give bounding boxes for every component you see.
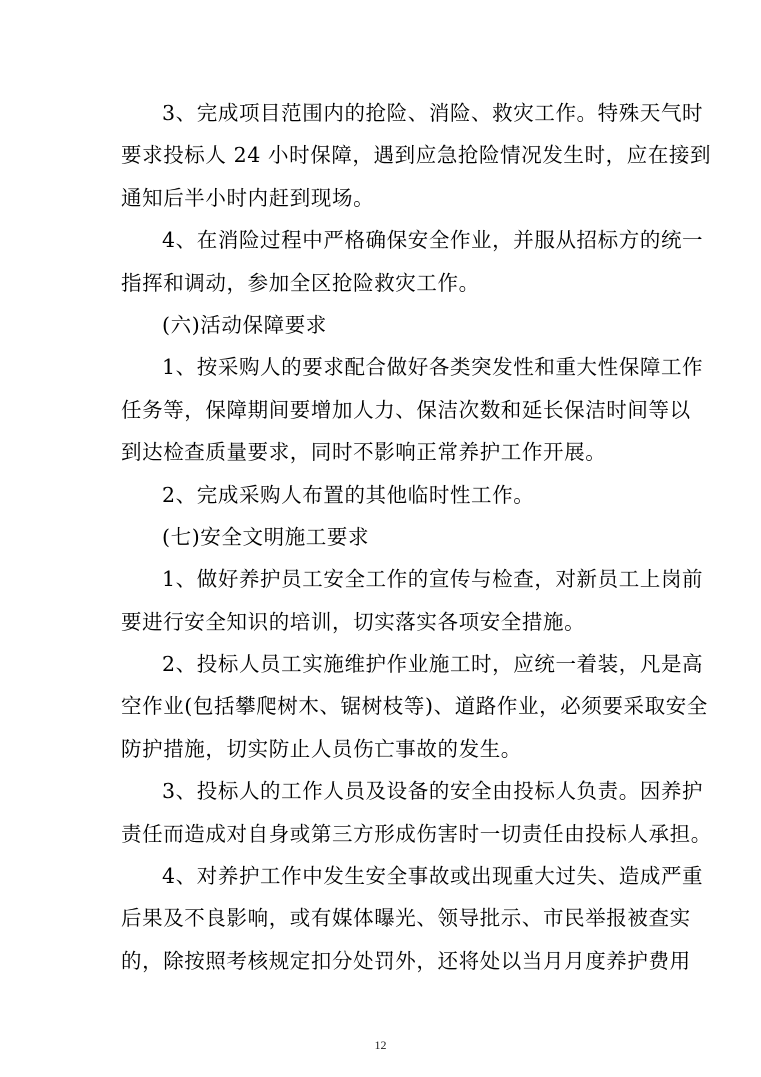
text-line: 空作业(包括攀爬树木、锯树枝等)、道路作业，必须要采取安全 [121,694,708,719]
page-number: 12 [374,1038,387,1052]
text-line: 防护措施，切实防止人员伤亡事故的发生。 [121,736,522,761]
text-line: 的，除按照考核规定扣分处罚外，还将处以当月月度养护费用 [121,948,691,973]
paragraph-safety-command [121,219,704,304]
text-line: 3、投标人的工作人员及设备的安全由投标人负责。因养护 [162,779,704,804]
paragraph-activity-support-2: 2、完成采购人布置的其他临时性工作。 [162,482,535,507]
text-line: 要求投标人 24 小时保障，遇到应急抢险情况发生时，应在接到 [121,143,712,168]
text-line: 通知后半小时内赶到现场。 [121,185,375,210]
paragraph-emergency-response [121,92,712,219]
document-page-body [121,92,712,982]
text-line: 3、完成项目范围内的抢险、消险、救灾工作。特殊天气时 [162,101,704,125]
text-line: 任务等，保障期间要增加人力、保洁次数和延长保洁时间等以 [121,397,691,422]
text-line: 指挥和调动，参加全区抢险救灾工作。 [121,270,480,295]
paragraph-safe-construction-1 [121,558,704,643]
text-line: 1、按采购人的要求配合做好各类突发性和重大性保障工作 [162,355,704,380]
text-line: 到达检查质量要求，同时不影响正常养护工作开展。 [121,440,607,465]
paragraph-safe-construction-4 [121,855,704,982]
paragraph-safe-construction-3 [121,770,712,855]
text-line: 责任而造成对自身或第三方形成伤害时一切责任由投标人承担。 [121,821,712,846]
text-line: 4、对养护工作中发生安全事故或出现重大过失、造成严重 [162,864,704,889]
section-heading-safe-construction: (七)安全文明施工要求 [162,524,370,549]
paragraph-activity-support-1 [121,346,704,473]
text-line: 4、在消险过程中严格确保安全作业，并服从招标方的统一 [162,228,704,253]
text-line: 后果及不良影响，或有媒体曝光、领导批示、市民举报被查实 [121,906,691,931]
text-line: 1、做好养护员工安全工作的宣传与检查，对新员工上岗前 [162,567,704,592]
section-heading-activity-support: (六)活动保障要求 [162,312,327,337]
text-line: 要进行安全知识的培训，切实落实各项安全措施。 [121,609,586,634]
paragraph-safe-construction-2 [121,643,708,770]
text-line: 2、投标人员工实施维护作业施工时，应统一着装，凡是高 [162,652,704,677]
